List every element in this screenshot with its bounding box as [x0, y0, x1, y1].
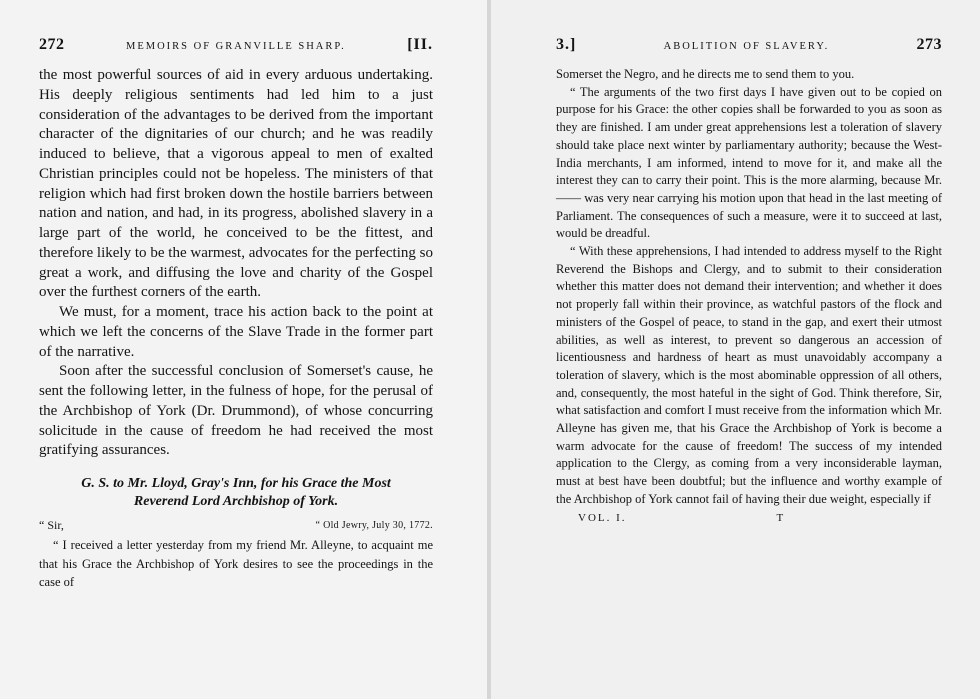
- paragraph: We must, for a moment, trace his action back to the point at which we left the concerns of the Slave Trade in the former part of the narrative.: [39, 304, 433, 360]
- letter-heading: [39, 475, 433, 511]
- left-page: [0, 0, 487, 699]
- salutation: “ Sir,: [39, 518, 64, 532]
- left-page-body: [39, 66, 433, 461]
- section-mark: [II.: [407, 36, 433, 53]
- letter-text: “ I received a letter yesterday from my friend Mr. Alleyne, to acquaint me that his Grace the Archbishop of York desires to see the proceedings in the case of: [39, 538, 433, 589]
- running-head: ABOLITION OF SLAVERY.: [663, 41, 830, 52]
- paragraph: the most powerful sources of aid in every arduous undertaking. His deeply religious sentiments had led him to a just consideration of the advantages to be derived from the important character of the dignitaries of our church; and he was readily induced to believe, that a vigorous appeal to men of exalted Christian principles could not be hopeless. The ministers of that religion which had first broken down the hostile barriers between nation and nation, and had, in its progress, abolished slavery in a large part of the world, he conceived to be the fittest, and therefore likely to be the warmest, advocates for the perfecting so great a work, and diffusing the love and charity of the Gospel over the furthest corners of the earth.: [39, 67, 433, 301]
- signature-mark: T: [776, 511, 786, 524]
- paragraph: “ The arguments of the two first days I have given out to be copied on purpose for his Grace: the other copies shall be forwarded to you as soon as they are finished. I am under great apprehensions lest a toleration of slavery should take place next winter by parliamentary authority; because the West-India merchants, I am informed, intend to move for it, and make all the interest they can to carry their point. This is the more alarming, because Mr. —— was very near carrying his motion upon that head in the last meeting of Parliament. The consequences of such a measure, were it to succeed at last, would be dreadful.: [556, 84, 942, 241]
- running-head: MEMOIRS OF GRANVILLE SHARP.: [126, 41, 346, 52]
- page-number: 272: [39, 36, 65, 53]
- letter-heading-line: G. S. to Mr. Lloyd, Gray's Inn, for his Grace the Most: [81, 476, 391, 491]
- right-page: [491, 0, 980, 699]
- paragraph: “ With these apprehensions, I had intended to address myself to the Right Reverend the Bishops and Clergy, and to submit to their consideration whether this matter does not demand their intervention; and whether it does not properly fall within their province, as watchful pastors of the flock and ministers of the Gospel of peace, to stand in the gap, and exert their utmost abilities, as well as interest, to prevent so dangerous an accession of licentiousness and hardness of heart as must unavoidably accompany a toleration of slavery, which is the most abominable oppression of all others, and, consequently, the most hateful in the sight of God. Think therefore, Sir, what satisfaction and comfort I must receive from the information which Mr. Alleyne has given me, that his Grace the Archbishop of York is become a warm advocate for the cause of freedom! The success of my intended application to the Clergy, as coming from a very inconsiderable layman, must at best have been doubtful; but the influence and worthy example of the Archbishop of York cannot fail of having their due weight, especially if: [556, 244, 942, 506]
- right-page-header: [556, 36, 942, 58]
- volume-mark: VOL. I.: [578, 511, 627, 524]
- page-footer: [556, 512, 942, 524]
- letter-heading-line: Reverend Lord Archbishop of York.: [133, 494, 339, 509]
- paragraph: Somerset the Negro, and he directs me to send them to you.: [556, 67, 855, 81]
- right-page-body: [556, 66, 942, 509]
- left-page-header: [39, 36, 433, 58]
- page-number: 273: [916, 36, 942, 53]
- dateline: “ Old Jewry, July 30, 1772.: [315, 520, 433, 531]
- letter-opening: [39, 517, 433, 534]
- paragraph: Soon after the successful conclusion of Somerset's cause, he sent the following letter, in the fulness of hope, for the perusal of the Archbishop of York (Dr. Drummond), of whose concurring solicitude in the cause of freedom he had received the most gratifying assurances.: [39, 363, 433, 459]
- section-mark: 3.]: [556, 36, 577, 53]
